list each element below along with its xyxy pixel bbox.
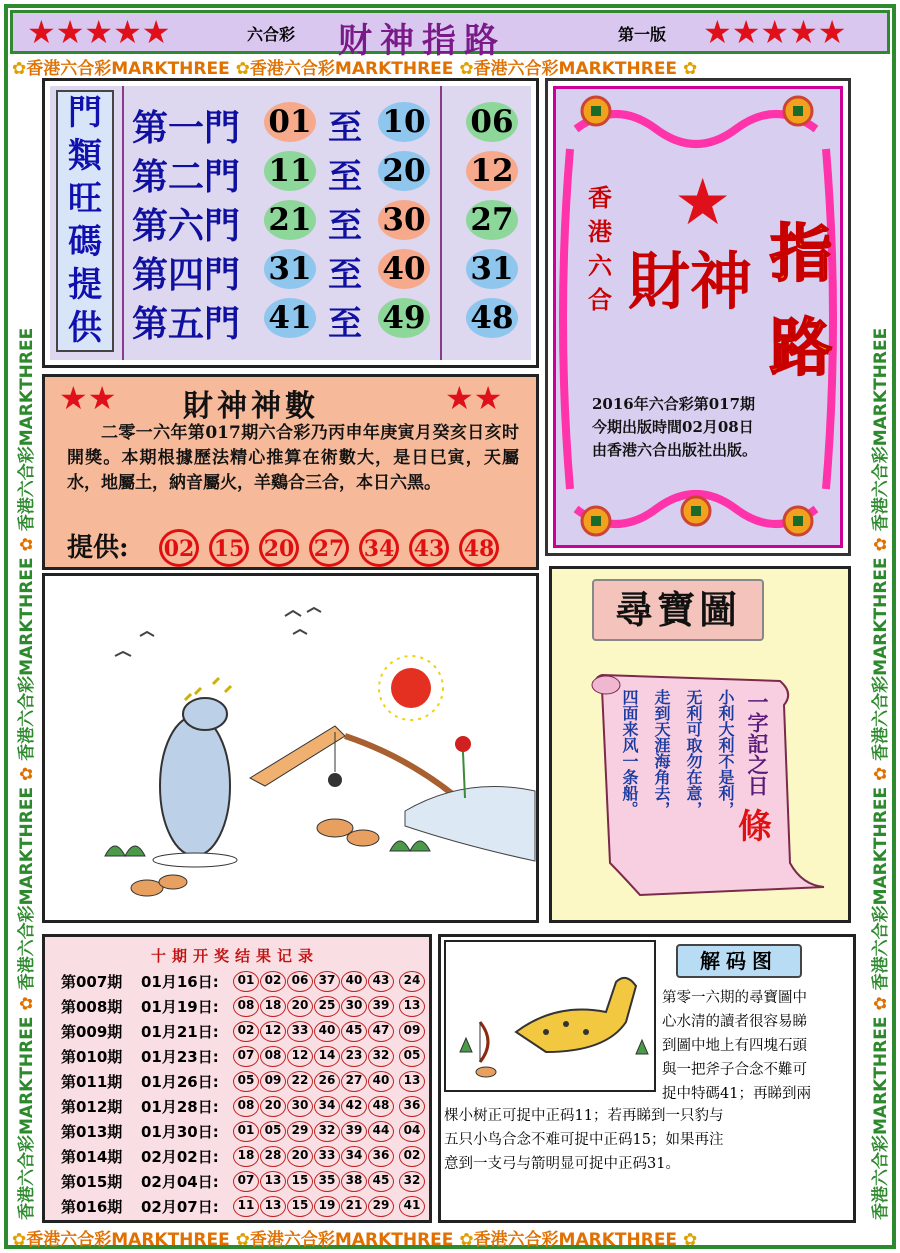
numbers-text: 二零一六年第017期六合彩乃丙申年庚寅月癸亥日亥时開獎。本期根據歷法精心推算在術數大，是日巳寅，天屬水，地屬土，納音屬火，羊鷄合三合，本日六黑。 xyxy=(67,423,519,493)
cartoon-drawing xyxy=(45,576,536,920)
result-period: 第011期 xyxy=(61,1073,123,1091)
result-period: 第016期 xyxy=(61,1198,123,1216)
result-number: 27 xyxy=(341,1071,367,1092)
result-period: 第012期 xyxy=(61,1098,123,1116)
decode-line: 第零一六期的尋寶圖中 xyxy=(662,990,807,1006)
result-number: 12 xyxy=(260,1021,286,1042)
provide-number: 27 xyxy=(309,529,349,567)
decode-text-bottom xyxy=(444,1104,852,1176)
door-label: 第四門 xyxy=(132,254,241,296)
result-number: 06 xyxy=(287,971,313,992)
brand-text: 香港六合彩MARKTHREE xyxy=(17,557,37,761)
result-special-number: 05 xyxy=(399,1046,425,1067)
side-char: 合 xyxy=(588,285,612,314)
door-to-ball: 20 xyxy=(378,151,430,191)
scroll-text: 四面来风一条船 xyxy=(620,689,639,801)
result-number: 15 xyxy=(287,1196,313,1217)
door-label: 第二門 xyxy=(132,156,241,198)
door-label: 第一門 xyxy=(132,107,241,149)
result-number: 30 xyxy=(287,1096,313,1117)
result-number: 26 xyxy=(314,1071,340,1092)
result-number: 48 xyxy=(368,1096,394,1117)
brand-text: 香港六合彩MARKTHREE xyxy=(473,1230,678,1249)
brand-text: 香港六合彩MARKTHREE xyxy=(249,59,454,76)
decode-title: 解码图 xyxy=(700,949,778,973)
poster-corner-text xyxy=(770,217,833,384)
door-to-ball: 40 xyxy=(378,249,430,289)
result-number: 38 xyxy=(341,1171,367,1192)
caption-char: 門 xyxy=(68,93,102,133)
scroll-text: 小利大利不是利 xyxy=(716,689,735,801)
result-number: 39 xyxy=(341,1121,367,1142)
door-to-ball: 49 xyxy=(378,298,430,338)
results-title: 十期开奖结果记录 xyxy=(150,947,319,965)
scroll-col-2 xyxy=(682,689,704,839)
brand-strip-right: 香港六合彩MARKTHREE ✿ 香港六合彩MARKTHREE ✿ 香港六合彩MARKTHREE ✿ 香港六合彩MARKTHREE xyxy=(871,327,891,1220)
result-number: 01 xyxy=(233,1121,259,1142)
door-to-ball: 30 xyxy=(378,200,430,240)
scroll-text: 走到天涯海角去 xyxy=(652,689,671,801)
result-number: 14 xyxy=(314,1046,340,1067)
brand-text: 香港六合彩MARKTHREE xyxy=(26,1230,230,1249)
result-number: 44 xyxy=(368,1121,394,1142)
result-period: 第008期 xyxy=(61,998,123,1016)
provide-number: 43 xyxy=(409,529,449,567)
result-number: 12 xyxy=(287,1046,313,1067)
page-title: 财神指路 xyxy=(338,21,506,61)
decode-line: 棵小树正可捉中正码11；若再睇到一只豹与 xyxy=(444,1108,724,1124)
brand-strip-top: ✿香港六合彩MARKTHREE ✿香港六合彩MARKTHREE ✿香港六合彩MARKTHREE ✿ xyxy=(12,54,888,76)
result-number: 42 xyxy=(341,1096,367,1117)
result-number: 43 xyxy=(368,971,394,992)
result-period: 第014期 xyxy=(61,1148,123,1166)
edition-label: 第一版 xyxy=(618,25,667,44)
result-number: 08 xyxy=(233,996,259,1017)
poster-info-line: 2016年六合彩第017期 xyxy=(592,395,756,413)
result-number: 34 xyxy=(341,1146,367,1167)
star-icon-row-left: ★★★★★ xyxy=(27,13,171,51)
scroll-punct: 。 xyxy=(620,801,639,817)
result-date: 01月23日: xyxy=(141,1048,219,1066)
results-panel xyxy=(42,934,432,1223)
decode-line: 與一把斧子合念不難可 xyxy=(662,1062,807,1078)
result-number: 23 xyxy=(341,1046,367,1067)
brand-text: 香港六合彩MARKTHREE xyxy=(249,1230,454,1249)
result-number: 35 xyxy=(314,1171,340,1192)
result-special-number: 32 xyxy=(399,1171,425,1192)
result-period: 第015期 xyxy=(61,1173,123,1191)
treasure-title-box xyxy=(592,579,764,641)
provide-number: 48 xyxy=(459,529,499,567)
result-number: 40 xyxy=(314,1021,340,1042)
result-number: 21 xyxy=(341,1196,367,1217)
door-to-label: 至 xyxy=(328,108,362,148)
decode-illustration xyxy=(444,940,656,1092)
star-icon-pair-left: ★★ xyxy=(59,379,117,417)
result-number: 25 xyxy=(314,996,340,1017)
scroll-punct: ， xyxy=(684,801,703,817)
door-row xyxy=(132,100,532,149)
door-to-label: 至 xyxy=(328,255,362,295)
door-pick-ball: 06 xyxy=(466,102,518,142)
corner-char: 指 xyxy=(770,217,833,290)
result-period: 第013期 xyxy=(61,1123,123,1141)
door-row xyxy=(132,198,532,247)
decode-title-box xyxy=(676,944,802,978)
result-special-number: 04 xyxy=(399,1121,425,1142)
provide-number: 15 xyxy=(209,529,249,567)
door-label: 第五門 xyxy=(132,303,241,345)
header-bar xyxy=(10,10,890,61)
brand-strip-left: 香港六合彩MARKTHREE ✿ 香港六合彩MARKTHREE ✿ 香港六合彩MARKTHREE ✿ 香港六合彩MARKTHREE xyxy=(17,327,37,1220)
result-number: 05 xyxy=(260,1121,286,1142)
doors-divider-left xyxy=(122,86,124,360)
result-period: 第010期 xyxy=(61,1048,123,1066)
result-number: 13 xyxy=(260,1171,286,1192)
result-number: 32 xyxy=(368,1046,394,1067)
numbers-box xyxy=(42,374,539,570)
result-number: 33 xyxy=(287,1021,313,1042)
result-date: 02月04日: xyxy=(141,1173,219,1191)
result-number: 07 xyxy=(233,1171,259,1192)
decode-text-right xyxy=(662,986,852,1106)
cartoon-illustration xyxy=(42,573,539,923)
result-date: 01月26日: xyxy=(141,1073,219,1091)
result-number: 01 xyxy=(233,971,259,992)
result-number: 02 xyxy=(233,1021,259,1042)
door-from-ball: 41 xyxy=(264,298,316,338)
result-number: 19 xyxy=(314,1196,340,1217)
result-special-number: 36 xyxy=(399,1096,425,1117)
result-date: 02月07日: xyxy=(141,1198,219,1216)
result-period: 第007期 xyxy=(61,973,123,991)
result-date: 01月30日: xyxy=(141,1123,219,1141)
scroll-text: 无利可取勿在意 xyxy=(684,689,703,801)
side-char: 六 xyxy=(588,251,612,280)
poster-star-icon: ★ xyxy=(674,166,732,240)
brand-strip-bottom: ✿香港六合彩MARKTHREE ✿香港六合彩MARKTHREE ✿香港六合彩MARKTHREE ✿ xyxy=(12,1230,698,1249)
door-pick-ball: 27 xyxy=(466,200,518,240)
result-number: 11 xyxy=(233,1196,259,1217)
decode-line: 意到一支弓与箭明显可捉中正码31。 xyxy=(444,1156,680,1172)
star-icon-row-right: ★★★★★ xyxy=(703,13,847,51)
caption-char: 旺 xyxy=(68,179,102,219)
result-number: 34 xyxy=(314,1096,340,1117)
side-char: 港 xyxy=(588,217,612,246)
result-date: 01月28日: xyxy=(141,1098,219,1116)
decode-line: 捉中特碼41；再睇到兩 xyxy=(662,1086,811,1102)
result-number: 45 xyxy=(341,1021,367,1042)
result-number: 22 xyxy=(287,1071,313,1092)
scroll-punct: ， xyxy=(652,801,671,817)
numbers-title: 財神神數 xyxy=(183,389,319,424)
result-number: 29 xyxy=(287,1121,313,1142)
brand-text: 香港六合彩MARKTHREE xyxy=(17,786,37,991)
brand-text: 香港六合彩MARKTHREE xyxy=(17,1016,37,1220)
scroll-col-1 xyxy=(714,689,736,839)
scroll-col-3 xyxy=(650,689,672,839)
scroll-key-char: 條 xyxy=(738,807,772,847)
door-to-label: 至 xyxy=(328,206,362,246)
result-number: 30 xyxy=(341,996,367,1017)
result-number: 28 xyxy=(260,1146,286,1167)
provide-number: 20 xyxy=(259,529,299,567)
result-special-number: 41 xyxy=(399,1196,425,1217)
result-number: 08 xyxy=(233,1096,259,1117)
result-number: 33 xyxy=(314,1146,340,1167)
result-date: 01月16日: xyxy=(141,973,219,991)
poster-info xyxy=(592,393,757,462)
result-number: 40 xyxy=(368,1071,394,1092)
provide-number: 02 xyxy=(159,529,199,567)
result-number: 40 xyxy=(341,971,367,992)
decode-line: 五只小鸟合念不难可捉中正码15；如果再注 xyxy=(444,1132,724,1148)
decode-line: 到圖中地上有四塊石頭 xyxy=(662,1038,807,1054)
result-special-number: 24 xyxy=(399,971,425,992)
result-date: 01月19日: xyxy=(141,998,219,1016)
star-icon-pair-right: ★★ xyxy=(445,379,503,417)
door-pick-ball: 31 xyxy=(466,249,518,289)
result-number: 02 xyxy=(260,971,286,992)
result-number: 47 xyxy=(368,1021,394,1042)
result-number: 32 xyxy=(314,1121,340,1142)
result-special-number: 13 xyxy=(399,996,425,1017)
result-special-number: 09 xyxy=(399,1021,425,1042)
brand-text: 香港六合彩MARKTHREE xyxy=(473,59,678,76)
result-number: 18 xyxy=(260,996,286,1017)
provide-label: 提供: xyxy=(67,533,129,563)
door-row xyxy=(132,149,532,198)
result-number: 20 xyxy=(287,1146,313,1167)
door-from-ball: 01 xyxy=(264,102,316,142)
poster-panel xyxy=(553,86,843,548)
result-number: 45 xyxy=(368,1171,394,1192)
result-number: 20 xyxy=(260,1096,286,1117)
brand-text: 香港六合彩MARKTHREE xyxy=(26,59,230,76)
door-to-label: 至 xyxy=(328,157,362,197)
door-label: 第六門 xyxy=(132,205,241,247)
brand-text: 香港六合彩MARKTHREE xyxy=(871,557,891,761)
door-row xyxy=(132,247,532,296)
result-date: 02月02日: xyxy=(141,1148,219,1166)
door-to-label: 至 xyxy=(328,304,362,344)
result-number: 09 xyxy=(260,1071,286,1092)
poster-main-text: 財神 xyxy=(628,245,753,318)
door-from-ball: 31 xyxy=(264,249,316,289)
door-from-ball: 21 xyxy=(264,200,316,240)
result-number: 08 xyxy=(260,1046,286,1067)
result-number: 05 xyxy=(233,1071,259,1092)
brand-text: 香港六合彩MARKTHREE xyxy=(871,786,891,991)
door-pick-ball: 48 xyxy=(466,298,518,338)
result-date: 01月21日: xyxy=(141,1023,219,1041)
result-number: 18 xyxy=(233,1146,259,1167)
side-char: 香 xyxy=(588,183,612,212)
door-row xyxy=(132,296,532,345)
result-number: 37 xyxy=(314,971,340,992)
result-number: 36 xyxy=(368,1146,394,1167)
result-number: 29 xyxy=(368,1196,394,1217)
brand-text: 香港六合彩MARKTHREE xyxy=(871,327,891,532)
result-number: 13 xyxy=(260,1196,286,1217)
result-number: 15 xyxy=(287,1171,313,1192)
doors-caption xyxy=(56,90,114,352)
result-period: 第009期 xyxy=(61,1023,123,1041)
leopard-drawing xyxy=(446,942,654,1090)
door-pick-ball: 12 xyxy=(466,151,518,191)
scroll-punct: ， xyxy=(716,801,735,817)
result-number: 39 xyxy=(368,996,394,1017)
lottery-label: 六合彩 xyxy=(247,25,296,44)
provide-number: 34 xyxy=(359,529,399,567)
caption-char: 提 xyxy=(68,265,102,305)
treasure-title: 尋寶圖 xyxy=(614,587,741,632)
scroll-col-4 xyxy=(618,689,640,839)
brand-text: 香港六合彩MARKTHREE xyxy=(871,1016,891,1220)
caption-char: 類 xyxy=(68,136,102,176)
corner-char: 路 xyxy=(770,311,833,384)
result-number: 07 xyxy=(233,1046,259,1067)
decode-line: 心水清的讀者很容易睇 xyxy=(662,1014,807,1030)
result-number: 20 xyxy=(287,996,313,1017)
treasure-map-panel xyxy=(549,566,851,923)
scroll-side-label: 一字記之日 xyxy=(745,691,770,796)
caption-char: 碼 xyxy=(68,222,102,262)
caption-char: 供 xyxy=(68,308,102,348)
door-to-ball: 10 xyxy=(378,102,430,142)
poster-side-text xyxy=(588,181,612,317)
door-from-ball: 11 xyxy=(264,151,316,191)
result-special-number: 13 xyxy=(399,1071,425,1092)
poster-info-line: 由香港六合出版社出版。 xyxy=(592,441,758,459)
brand-text: 香港六合彩MARKTHREE xyxy=(17,327,37,532)
poster-info-line: 今期出版時間02月08日 xyxy=(592,418,754,436)
result-special-number: 02 xyxy=(399,1146,425,1167)
